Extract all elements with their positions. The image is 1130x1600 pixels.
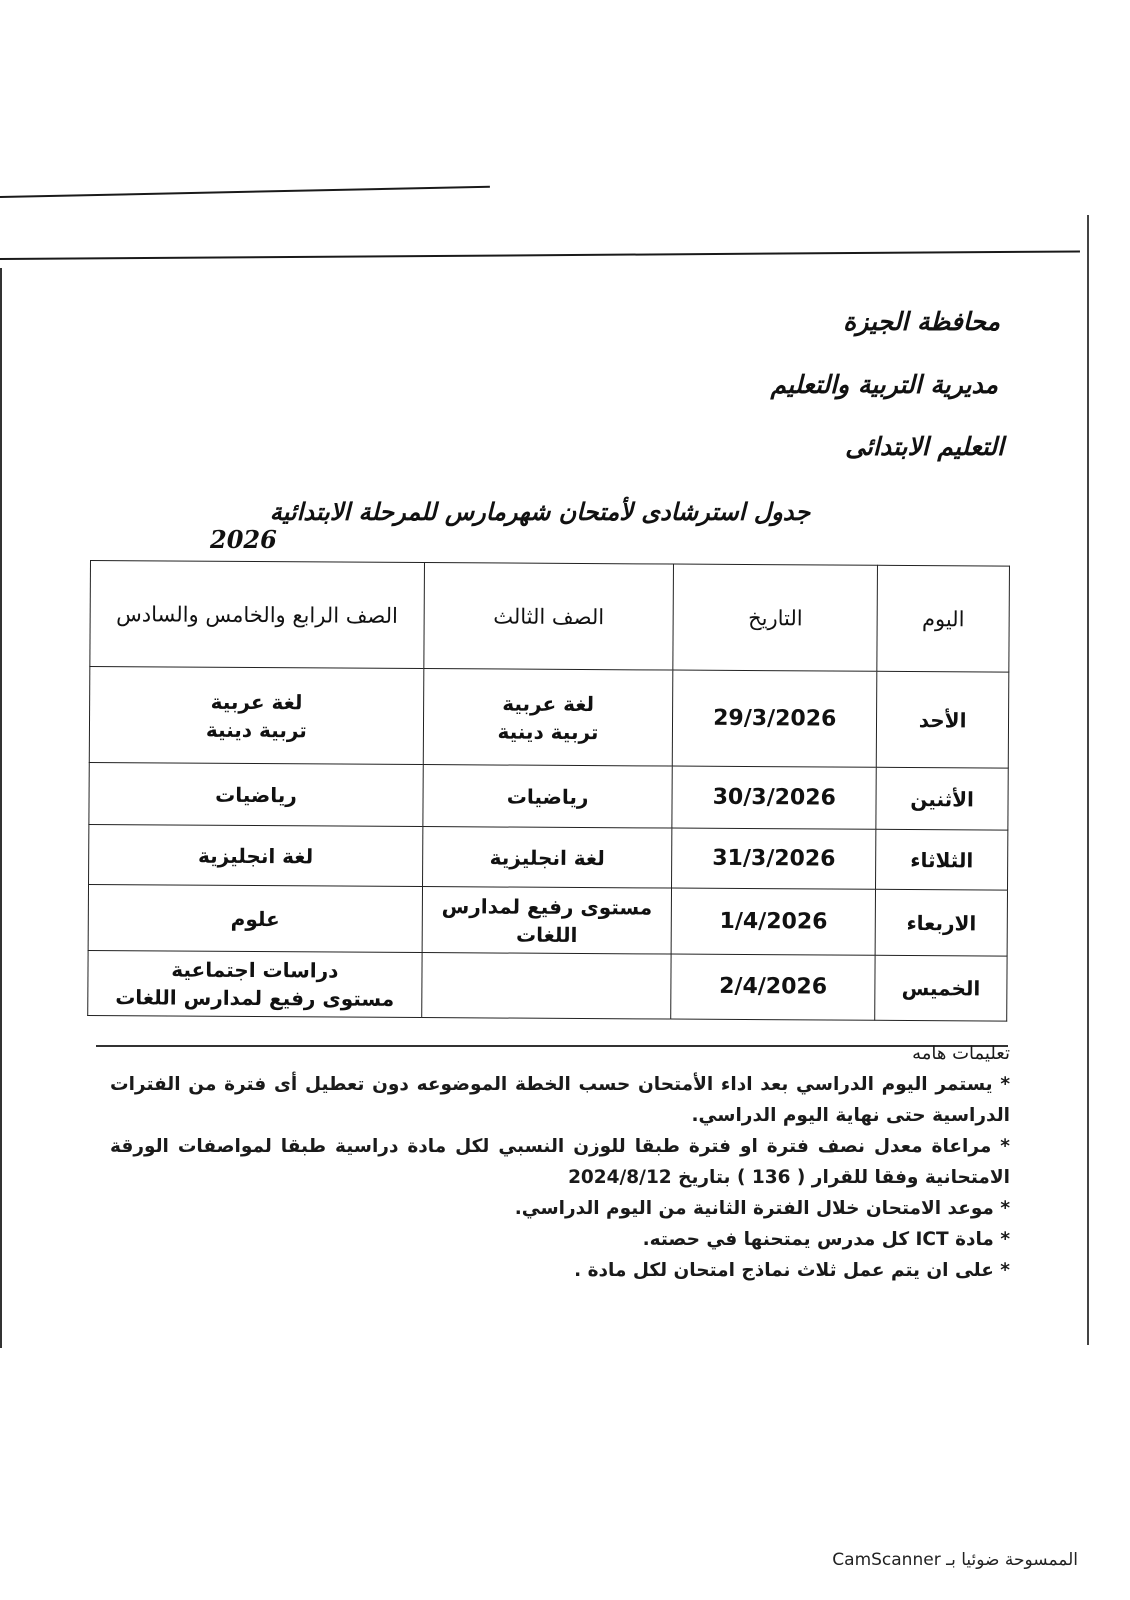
column-header-grade456: الصف الرابع والخامس والسادس: [90, 561, 424, 669]
table-row: [89, 824, 1008, 890]
scan-edge-line-lower: [0, 250, 1080, 260]
scan-edge-line-upper: [0, 186, 490, 198]
table-row: [88, 950, 1007, 1021]
date-cell: 1/4/2026: [671, 888, 875, 955]
instruction-item: * مراعاة معدل نصف فترة او فترة طبقا للوزن النسبي لكل مادة دراسية طبقا لمواصفات الورقة الامتحانية وفقا للقرار ( 136 ) بتاريخ 2024/8/12: [110, 1136, 1010, 1188]
subject-label: مستوى رفيع لمدارس: [441, 893, 653, 919]
instructions-section: [110, 1038, 1010, 1286]
scan-edge-right: [1087, 215, 1089, 1345]
camscanner-watermark: الممسوحة ضوئيا بـ CamScanner: [832, 1550, 1078, 1570]
column-header-grade3: الصف الثالث: [424, 563, 674, 671]
subject-label: علوم: [230, 906, 280, 931]
column-header-day: اليوم: [877, 565, 1009, 672]
subject-label: لغة عربية: [502, 691, 595, 716]
instructions-heading: تعليمات هامه: [912, 1043, 1010, 1064]
governorate-heading: محافظة الجيزة: [843, 307, 1000, 336]
subject-label: تربية دينية: [205, 717, 307, 742]
day-cell: الثلاثاء: [876, 829, 1008, 890]
day-cell: الأحد: [876, 671, 1008, 768]
day-cell: الأثنين: [876, 767, 1008, 830]
table-header-row: [90, 561, 1010, 673]
table-row: [89, 667, 1009, 769]
subject-label: رياضيات: [215, 782, 297, 807]
exam-schedule-table: [87, 560, 1010, 1022]
grade3-cell: [422, 827, 672, 889]
document-title-year: 2026: [210, 525, 277, 554]
table-row: [89, 762, 1008, 830]
subject-label: رياضيات: [506, 784, 589, 809]
grade456-cell: [88, 950, 422, 1017]
subject-label: اللغات: [515, 922, 578, 947]
scan-edge-left: [0, 268, 2, 1348]
grade456-cell: [89, 824, 423, 886]
table-row: [88, 884, 1007, 956]
instruction-item: * على ان يتم عمل ثلاث نماذج امتحان لكل مادة .: [574, 1260, 1010, 1281]
date-cell: 29/3/2026: [673, 670, 877, 767]
instruction-item: * يستمر اليوم الدراسي بعد اداء الأمتحان حسب الخطة الموضوعه دون تعطيل أى فترة من الفترات الدراسية حتى نهاية اليوم الدراسي.: [110, 1074, 1010, 1126]
subject-label: دراسات اجتماعية: [171, 957, 339, 983]
document-title-text: جدول استرشادى لأمتحان شهرمارس للمرحلة الابتدائية: [269, 497, 811, 526]
grade3-cell: [423, 669, 673, 767]
instruction-item: * مادة ICT كل مدرس يمتحنها في حصته.: [642, 1229, 1010, 1250]
department-heading: التعليم الابتدائى: [845, 432, 1004, 461]
day-cell: الخميس: [875, 955, 1007, 1021]
subject-label: لغة عربية: [210, 689, 303, 714]
subject-label: لغة انجليزية: [197, 843, 314, 868]
grade456-cell: [89, 667, 423, 765]
grade456-cell: [89, 762, 423, 826]
day-cell: الاربعاء: [875, 889, 1007, 956]
column-header-date: التاريخ: [673, 564, 878, 671]
grade3-cell: [422, 887, 672, 955]
document-title: [200, 498, 880, 554]
grade3-cell-empty: [422, 953, 672, 1020]
date-cell: 2/4/2026: [671, 954, 875, 1020]
directorate-heading: مديرية التربية والتعليم: [770, 370, 998, 399]
date-cell: 31/3/2026: [672, 828, 876, 889]
date-cell: 30/3/2026: [672, 766, 876, 829]
subject-label: لغة انجليزية: [489, 844, 605, 870]
grade3-cell: [423, 765, 673, 829]
subject-label: مستوى رفيع لمدارس اللغات: [115, 985, 395, 1011]
grade456-cell: [88, 884, 422, 952]
instruction-item: * موعد الامتحان خلال الفترة الثانية من اليوم الدراسي.: [514, 1198, 1010, 1219]
subject-label: تربية دينية: [497, 718, 599, 744]
